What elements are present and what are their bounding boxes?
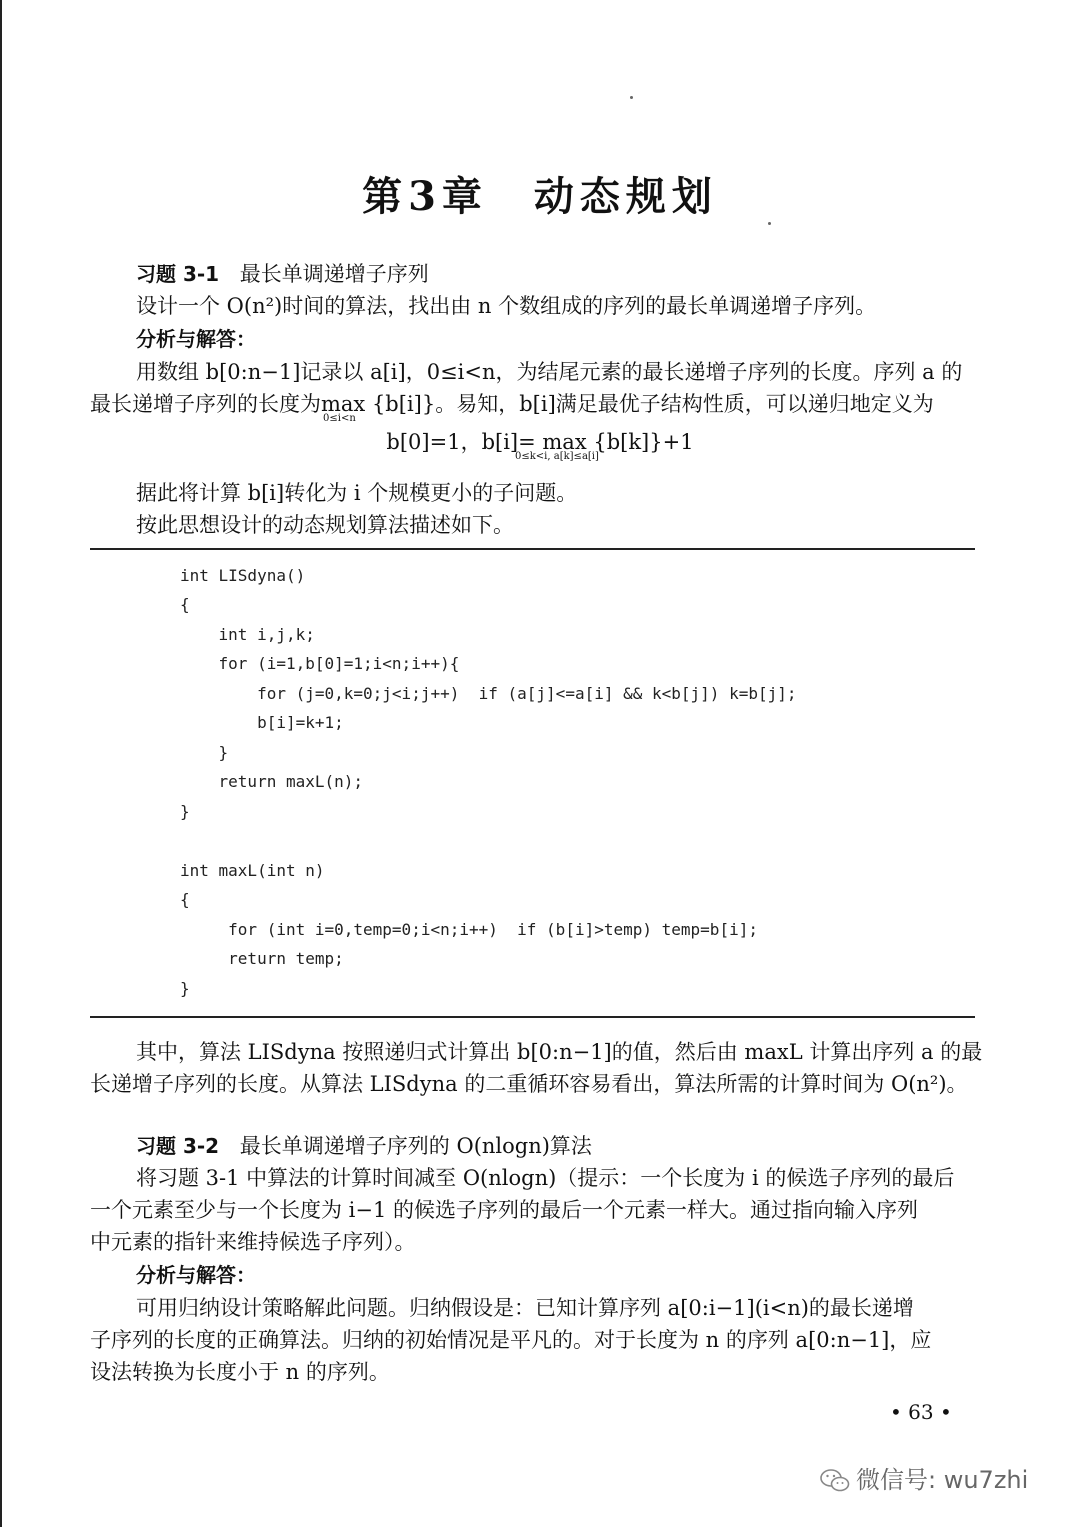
paragraph-line: 将习题 3-1 中算法的计算时间减至 O(nlogn)（提示：一个长度为 i 的候选子序列的最后: [136, 1166, 955, 1190]
code-line: }: [180, 979, 190, 998]
code-line: }: [180, 802, 190, 821]
code-line: }: [180, 743, 229, 762]
formula-subscript: 0≤k<i, a[k]≤a[i]: [515, 451, 599, 462]
code-line: int LISdyna(): [180, 566, 306, 585]
code-line: {: [180, 595, 190, 614]
exercise-label: 习题 3-1: [136, 262, 220, 286]
paragraph-line: 中元素的指针来维持候选子序列）。: [90, 1230, 416, 1254]
paragraph-line: 一个元素至少与一个长度为 i−1 的候选子序列的最后一个元素一样大。通过指向输入序列: [90, 1198, 919, 1222]
code-bottom-rule: [90, 1016, 975, 1018]
code-line: int i,j,k;: [180, 625, 315, 644]
paragraph-line: 设法转换为长度小于 n 的序列。: [90, 1360, 390, 1384]
analysis-label: 分析与解答：: [136, 1263, 256, 1287]
code-top-rule: [90, 548, 975, 550]
paragraph-line: 用数组 b[0:n−1]记录以 a[i]，0≤i<n，为结尾元素的最长递增子序列的长度。序列 a 的: [136, 360, 963, 384]
watermark-text: 微信号: wu7zhi: [856, 1466, 1029, 1494]
page-number: • 63 •: [890, 1400, 952, 1424]
paragraph-line: 子序列的长度的正确算法。归纳的初始情况是平凡的。对于长度为 n 的序列 a[0:n−1]，应: [90, 1328, 932, 1352]
exercise-3-2-heading: [136, 1130, 592, 1160]
code-line: {: [180, 890, 190, 909]
code-line: for (j=0,k=0;j<i;j++) if (a[j]<=a[i] && k<b[j]) k=b[j];: [180, 684, 797, 703]
code-line: b[i]=k+1;: [180, 713, 344, 732]
scan-speck: [768, 222, 771, 225]
paragraph-line: 可用归纳设计策略解此问题。归纳假设是：已知计算序列 a[0:i−1](i<n)的最长递增: [136, 1296, 914, 1320]
chapter-title: 第3章 动态规划: [362, 173, 718, 220]
analysis-label: 分析与解答：: [136, 327, 256, 351]
exercise-title: 最长单调递增子序列: [239, 262, 429, 286]
max-subscript: 0≤i<n: [323, 413, 356, 424]
code-line: return temp;: [180, 949, 344, 968]
paragraph-line: 按此思想设计的动态规划算法描述如下。: [136, 513, 514, 537]
code-line: return maxL(n);: [180, 772, 364, 791]
wechat-icon: [820, 1468, 850, 1494]
code-line: int maxL(int n): [180, 861, 325, 880]
code-line: for (i=1,b[0]=1;i<n;i++){: [180, 654, 460, 673]
paragraph-line: 长递增子序列的长度。从算法 LISdyna 的二重循环容易看出，算法所需的计算时间为 O(n²)。: [90, 1072, 968, 1096]
code-line: for (int i=0,temp=0;i<n;i++) if (b[i]>temp) temp=b[i];: [180, 920, 758, 939]
exercise-3-1-heading: [136, 258, 429, 288]
paragraph-line: 最长递增子序列的长度为max {b[i]}。易知，b[i]满足最优子结构性质，可以递归地定义为: [90, 392, 934, 416]
exercise-label: 习题 3-2: [136, 1134, 220, 1158]
exercise-title: 最长单调递增子序列的 O(nlogn)算法: [239, 1134, 592, 1158]
wechat-watermark: [820, 1460, 1028, 1495]
scan-speck: [630, 96, 633, 99]
recurrence-formula: b[0]=1，b[i]= max {b[k]}+1: [386, 430, 694, 454]
paragraph-line: 其中，算法 LISdyna 按照递归式计算出 b[0:n−1]的值，然后由 maxL 计算出序列 a 的最: [136, 1040, 983, 1064]
page-left-border: [0, 0, 2, 1527]
paragraph-line: 据此将计算 b[i]转化为 i 个规模更小的子问题。: [136, 481, 578, 505]
exercise-statement: 设计一个 O(n²)时间的算法，找出由 n 个数组成的序列的最长单调递增子序列。: [136, 294, 877, 318]
